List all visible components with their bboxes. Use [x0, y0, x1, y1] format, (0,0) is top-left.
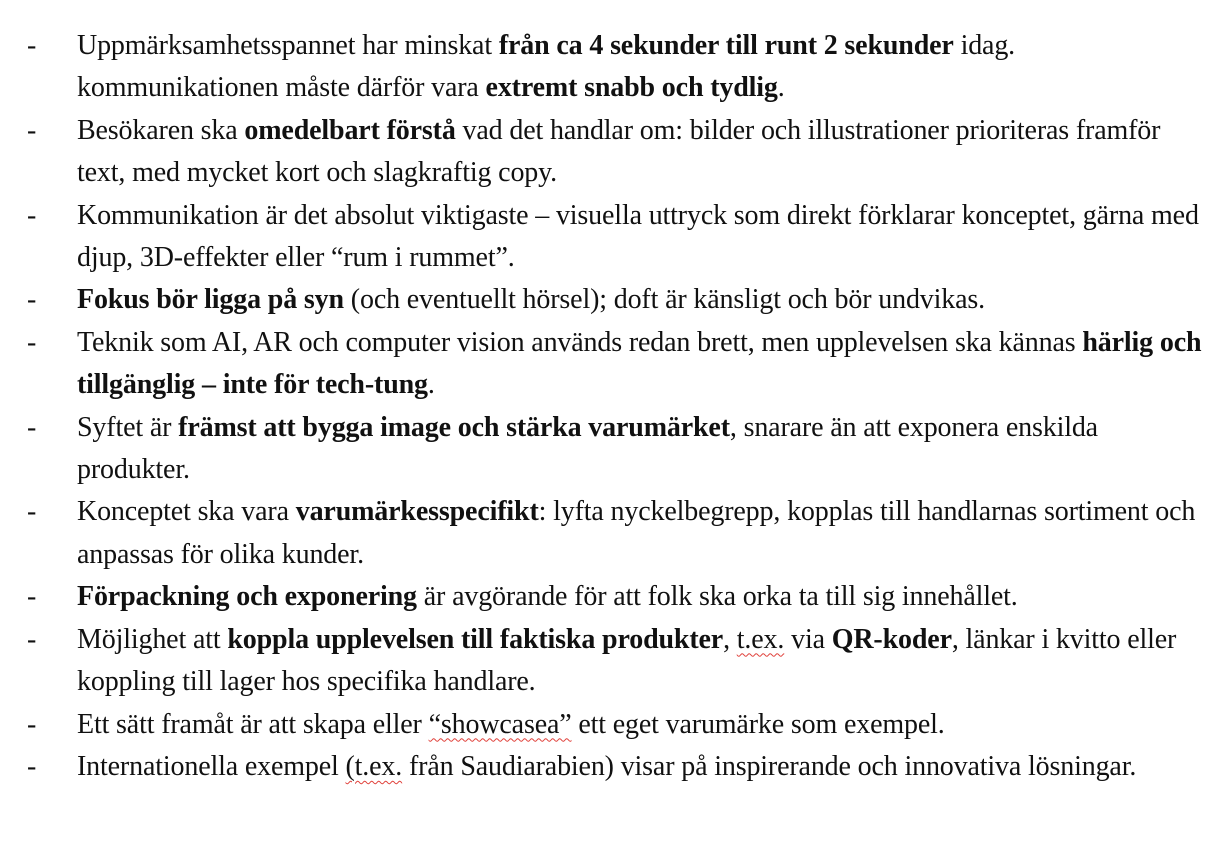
body-text: är avgörande för att folk ska orka ta till sig innehållet. [416, 581, 1018, 613]
bold-text: Förpackning och exponering [77, 581, 417, 613]
bold-text: främst att bygga image och stärka varumärket [178, 411, 730, 443]
body-text: Uppmärksamhetsspannet har minskat [77, 30, 499, 61]
list-item [0, 704, 1230, 746]
body-text: idag. kommunikationen måste därför vara [77, 30, 1016, 104]
body-text: . [777, 72, 785, 104]
bullet-dash: - [27, 411, 37, 443]
bold-text: koppla upplevelsen till faktiska produkter [227, 623, 724, 655]
body-text: , länkar i kvitto eller koppling till lager hos specifika handlare. [77, 623, 1177, 698]
body-text: , snarare än att exponera enskilda produkter. [77, 411, 1098, 486]
bullet-dash: - [27, 199, 37, 231]
body-text: från Saudiarabien) visar på inspirerande och innovativa lösningar. [402, 750, 1137, 782]
spellcheck-flagged-text: t.ex. [736, 623, 785, 655]
bold-text: härlig och tillgänglig – inte för tech-tung [77, 326, 1202, 401]
body-text: via [784, 623, 832, 655]
bold-text: extremt snabb och tydlig [485, 72, 778, 104]
bullet-dash: - [27, 708, 37, 740]
bullet-dash: - [27, 114, 37, 146]
body-text: Besökaren ska [77, 114, 245, 146]
bullet-dash: - [27, 284, 37, 316]
list-item [0, 110, 1230, 195]
bullet-dash: - [27, 496, 37, 528]
bullet-list [0, 25, 1230, 788]
spellcheck-flagged-text: (t.ex. [345, 750, 403, 782]
bold-text: QR-koder [831, 623, 952, 655]
body-text: , [723, 623, 737, 655]
list-item [0, 407, 1230, 492]
bullet-dash: - [27, 581, 37, 613]
body-text: Möjlighet att [77, 623, 228, 655]
body-text: Syftet är [77, 411, 179, 443]
list-item [0, 279, 1230, 321]
body-text: (och eventuellt hörsel); doft är känsligt och bör undvikas. [343, 284, 986, 316]
bold-text: Fokus bör ligga på syn [77, 284, 344, 316]
spellcheck-flagged-text: “showcasea” [428, 708, 572, 740]
body-text: : lyfta nyckelbegrepp, kopplas till handlarnas sortiment och anpassas för olika kunder. [77, 496, 1196, 570]
bold-text: från ca 4 sekunder till runt 2 sekunder [498, 30, 954, 61]
body-text: Kommunikation är det absolut viktigaste – visuella uttryck som direkt förklarar konceptet, gärna med djup, 3D-effekter eller “rum i rummet”. [77, 199, 1199, 274]
list-item [0, 195, 1230, 280]
body-text: Konceptet ska vara [77, 496, 296, 528]
list-item [0, 619, 1230, 704]
list-item [0, 491, 1230, 576]
body-text: Ett sätt framåt är att skapa eller [77, 708, 429, 740]
list-item [0, 322, 1230, 407]
list-item [0, 25, 1230, 110]
bullet-dash: - [27, 623, 37, 655]
body-text: ett eget varumärke som exempel. [571, 708, 945, 740]
body-text: . [427, 369, 435, 401]
bullet-dash: - [27, 750, 37, 782]
bold-text: varumärkesspecifikt [295, 496, 539, 528]
body-text: Teknik som AI, AR och computer vision används redan brett, men upplevelsen ska kännas [77, 326, 1083, 358]
bullet-dash: - [27, 30, 37, 61]
list-item [0, 576, 1230, 618]
bullet-dash: - [27, 326, 37, 358]
bold-text: omedelbart förstå [244, 114, 456, 146]
document-body [0, 25, 1230, 788]
body-text: vad det handlar om: bilder och illustrationer prioriteras framför text, med mycket kort och slagkraftig copy. [77, 114, 1161, 189]
body-text: Internationella exempel [77, 750, 346, 782]
list-item [0, 746, 1230, 788]
